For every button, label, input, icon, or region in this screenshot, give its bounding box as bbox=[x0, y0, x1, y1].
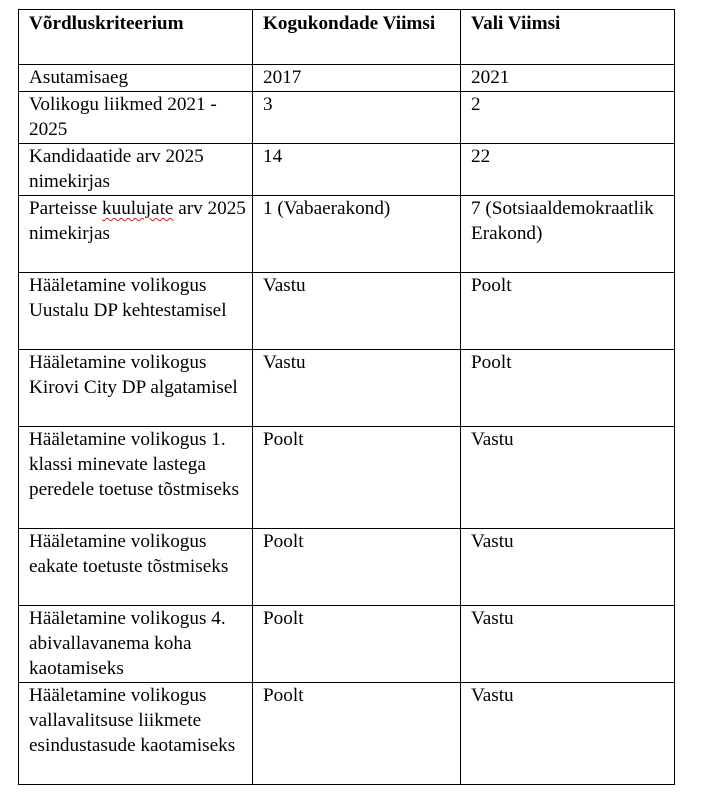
vali-cell: Vastu bbox=[461, 427, 675, 529]
criterion-text-pre: Parteisse bbox=[29, 198, 103, 219]
criterion-cell: Volikogu liikmed 2021 - 2025 bbox=[19, 92, 253, 144]
table-row bbox=[19, 196, 675, 273]
vali-cell: 2 bbox=[461, 92, 675, 144]
spellcheck-flagged-word: kuulujate bbox=[102, 198, 174, 219]
table-row bbox=[19, 606, 675, 683]
kogukondade-cell: Vastu bbox=[253, 273, 461, 350]
table-row bbox=[19, 273, 675, 350]
kogukondade-cell: 2017 bbox=[253, 65, 461, 92]
vali-cell: 7 (Sotsiaaldemokraatlik Erakond) bbox=[461, 196, 675, 273]
criterion-cell: Hääletamine volikogus vallavalitsuse liikmete esindustasude kaotamiseks bbox=[19, 683, 253, 785]
table-row bbox=[19, 427, 675, 529]
criterion-cell: Kandidaatide arv 2025 nimekirjas bbox=[19, 144, 253, 196]
table-row bbox=[19, 65, 675, 92]
vali-cell: Vastu bbox=[461, 529, 675, 606]
table-row bbox=[19, 350, 675, 427]
comparison-table bbox=[18, 9, 675, 785]
criterion-cell bbox=[19, 196, 253, 273]
table-row bbox=[19, 529, 675, 606]
header-vali-viimsi: Vali Viimsi bbox=[461, 10, 675, 65]
kogukondade-cell: 1 (Vabaerakond) bbox=[253, 196, 461, 273]
table-row bbox=[19, 92, 675, 144]
kogukondade-cell: 14 bbox=[253, 144, 461, 196]
criterion-cell: Hääletamine volikogus Uustalu DP kehtestamisel bbox=[19, 273, 253, 350]
criterion-cell: Hääletamine volikogus eakate toetuste tõstmiseks bbox=[19, 529, 253, 606]
vali-cell: Vastu bbox=[461, 606, 675, 683]
vali-cell: Vastu bbox=[461, 683, 675, 785]
criterion-cell: Hääletamine volikogus 1. klassi minevate lastega peredele toetuse tõstmiseks bbox=[19, 427, 253, 529]
kogukondade-cell: 3 bbox=[253, 92, 461, 144]
table-row bbox=[19, 683, 675, 785]
vali-cell: Poolt bbox=[461, 273, 675, 350]
criterion-cell: Asutamisaeg bbox=[19, 65, 253, 92]
kogukondade-cell: Vastu bbox=[253, 350, 461, 427]
vali-cell: Poolt bbox=[461, 350, 675, 427]
vali-cell: 2021 bbox=[461, 65, 675, 92]
kogukondade-cell: Poolt bbox=[253, 683, 461, 785]
criterion-cell: Hääletamine volikogus Kirovi City DP algatamisel bbox=[19, 350, 253, 427]
kogukondade-cell: Poolt bbox=[253, 427, 461, 529]
header-kogukondade-viimsi: Kogukondade Viimsi bbox=[253, 10, 461, 65]
kogukondade-cell: Poolt bbox=[253, 606, 461, 683]
table-row bbox=[19, 144, 675, 196]
vali-cell: 22 bbox=[461, 144, 675, 196]
kogukondade-cell: Poolt bbox=[253, 529, 461, 606]
header-criterion: Võrdluskriteerium bbox=[19, 10, 253, 65]
criterion-cell: Hääletamine volikogus 4. abivallavanema koha kaotamiseks bbox=[19, 606, 253, 683]
criterion-text-post: arv 2025 nimekirjas bbox=[29, 198, 246, 244]
header-row bbox=[19, 10, 675, 65]
